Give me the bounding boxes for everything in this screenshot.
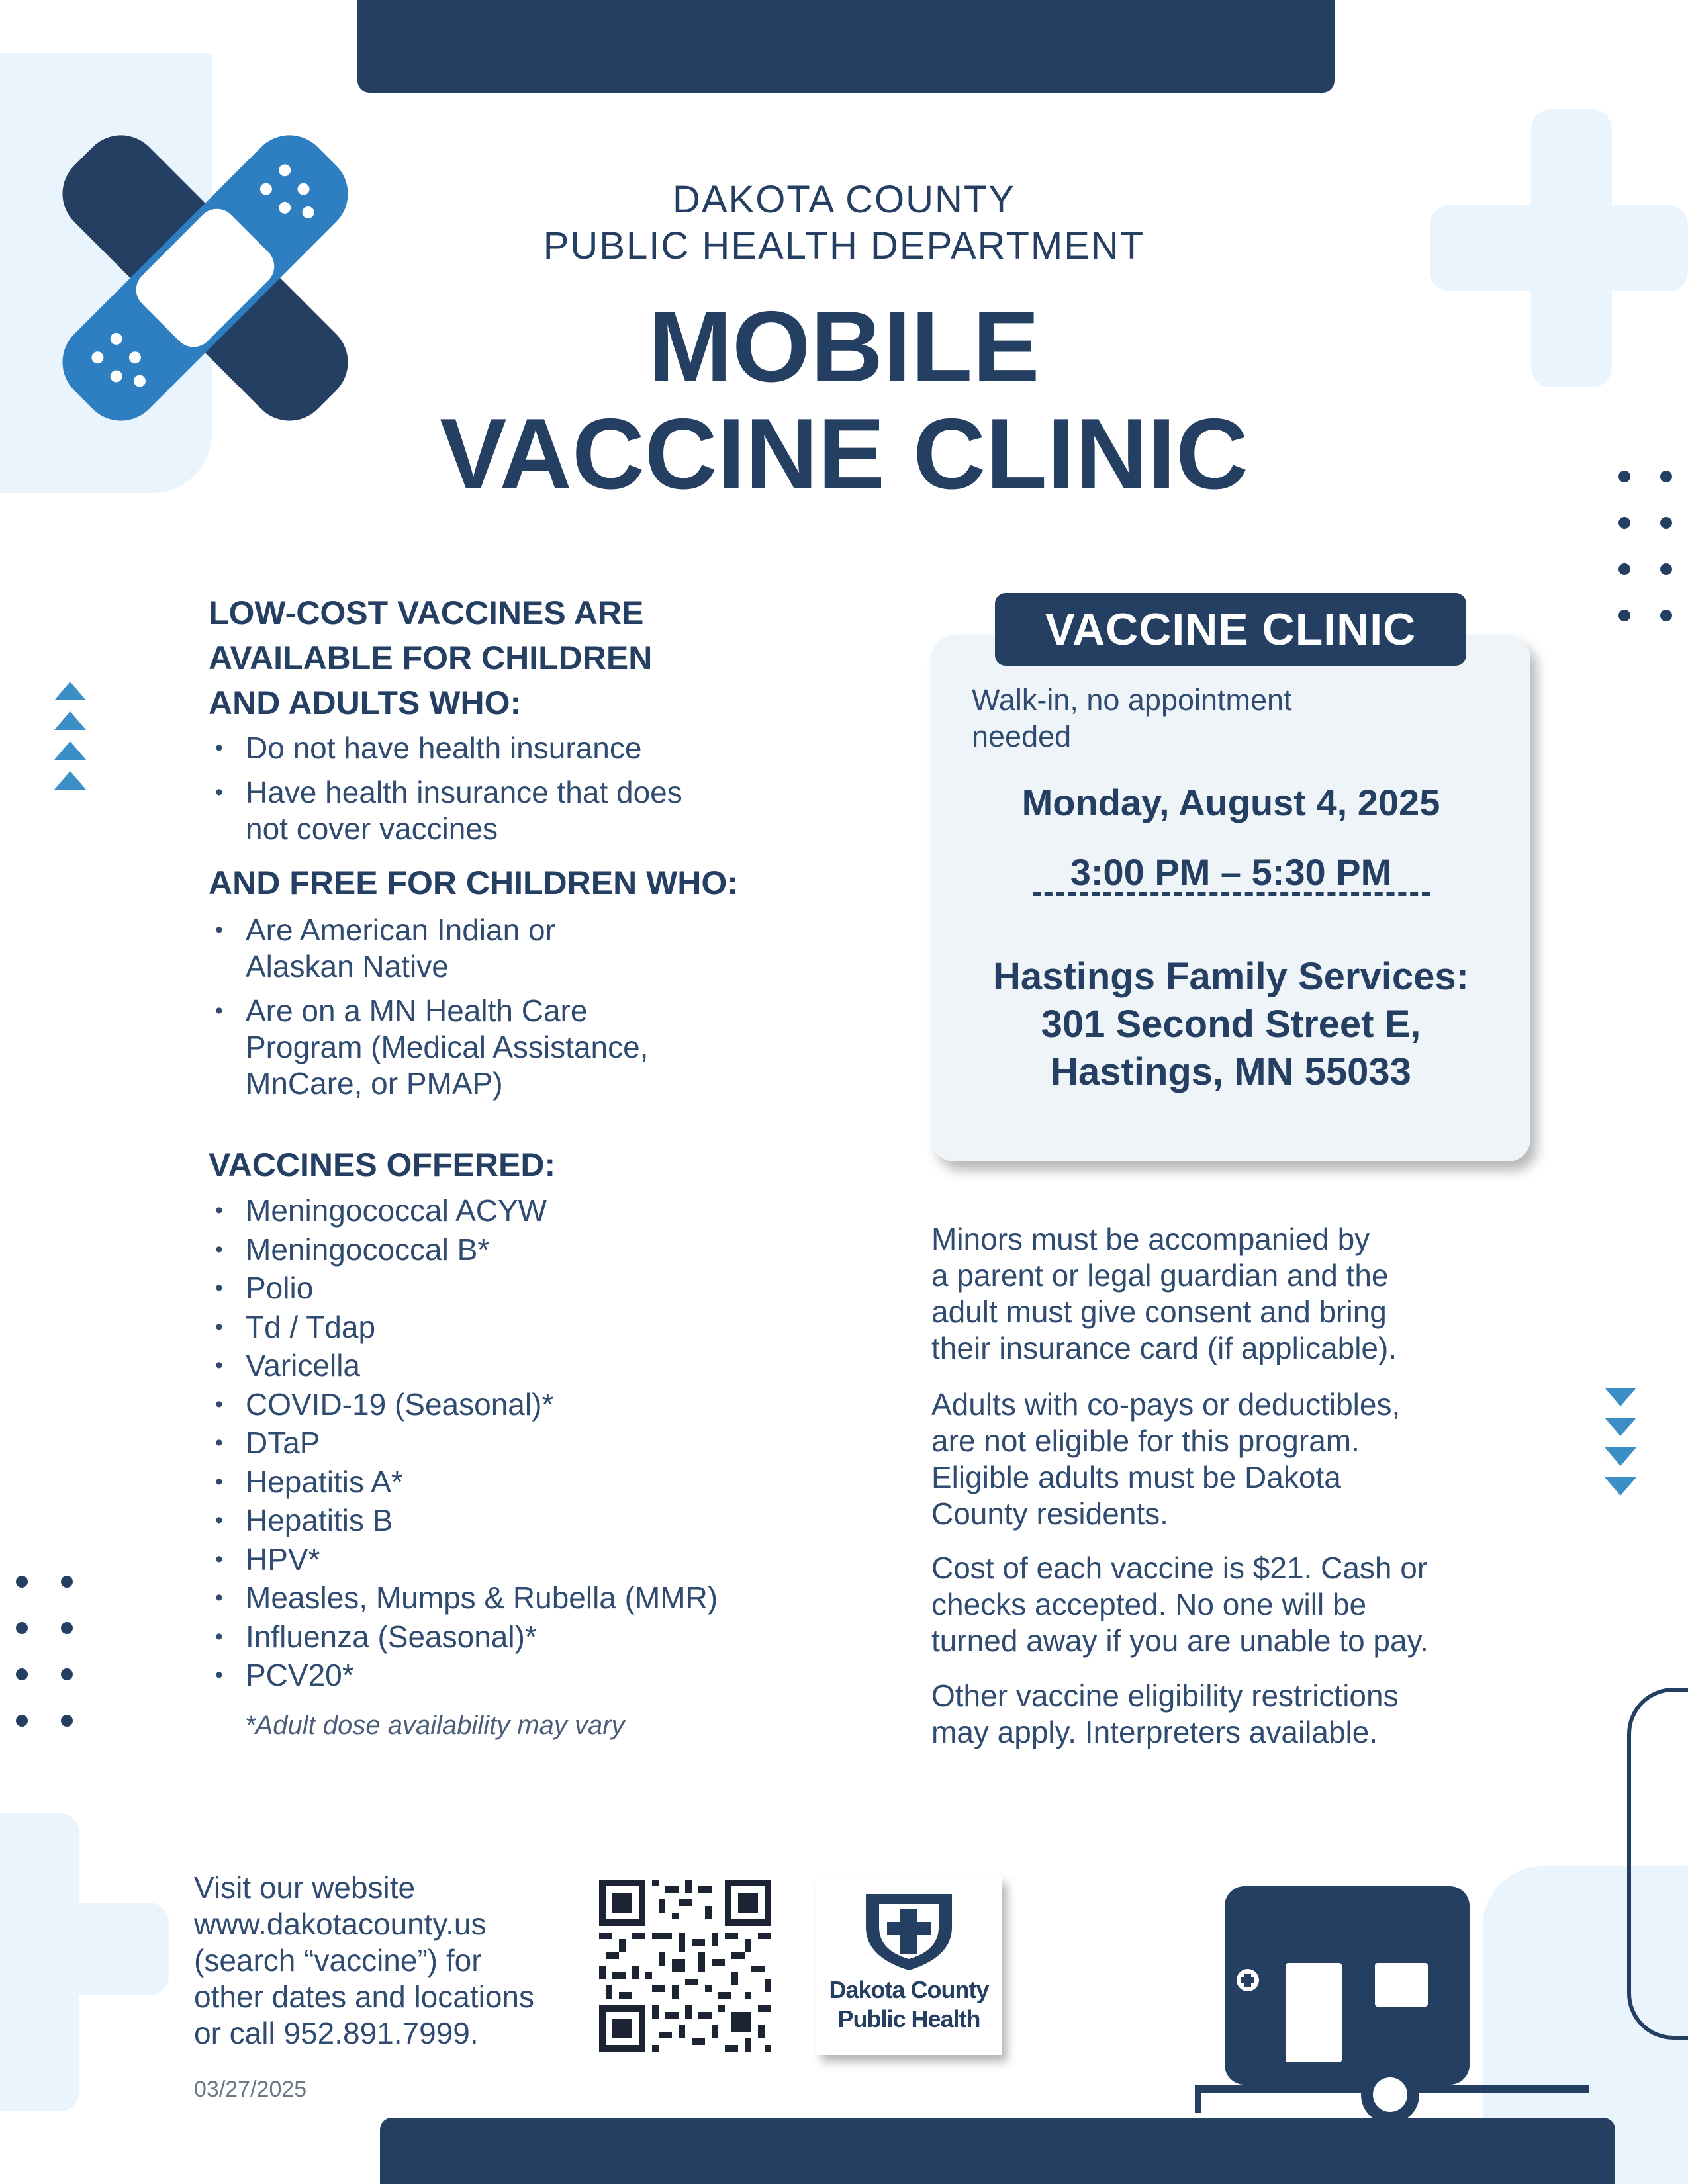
decorative-plus-bottom-left-bar bbox=[0, 1903, 169, 1995]
org-name-line1: DAKOTA COUNTY bbox=[673, 178, 1015, 221]
free-heading: AND FREE FOR CHILDREN WHO: bbox=[209, 864, 738, 901]
vaccine-item: • COVID-19 (Seasonal)* bbox=[215, 1385, 718, 1424]
page-title-line2: VACCINE CLINIC bbox=[440, 398, 1248, 510]
vaccine-item: • Meningococcal B* bbox=[215, 1230, 718, 1269]
note-other: Other vaccine eligibility restrictions may apply. Interpreters available. bbox=[931, 1678, 1399, 1749]
vaccine-item: • Meningococcal ACYW bbox=[215, 1191, 718, 1230]
low-cost-list bbox=[215, 730, 682, 847]
vaccine-item: • Polio bbox=[215, 1269, 718, 1308]
list-item: • Have health insurance that does not cover vaccines bbox=[215, 774, 682, 847]
vaccine-item: • Measles, Mumps & Rubella (MMR) bbox=[215, 1578, 718, 1617]
note-adults: Adults with co-pays or deductibles, are not eligible for this program. Eligible adults must be Dakota County residents. bbox=[931, 1387, 1401, 1531]
top-banner-bar bbox=[357, 0, 1335, 93]
clinic-card-tab: VACCINE CLINIC bbox=[995, 593, 1466, 666]
website-info: Visit our website www.dakotacounty.us (search “vaccine”) for other dates and locations or call 952.891.7999. bbox=[194, 1870, 535, 2050]
mobile-clinic-van-icon bbox=[1192, 1886, 1589, 2118]
vaccine-item: • Hepatitis A* bbox=[215, 1463, 718, 1502]
bottom-banner-bar bbox=[380, 2118, 1615, 2184]
list-item: • Are American Indian or Alaskan Native bbox=[215, 912, 648, 985]
vaccine-item: • Td / Tdap bbox=[215, 1308, 718, 1347]
org-name-line2: PUBLIC HEALTH DEPARTMENT bbox=[543, 224, 1145, 267]
page-title-line1: MOBILE bbox=[648, 291, 1040, 403]
clinic-address: Hastings Family Services: 301 Second Street E, Hastings, MN 55033 bbox=[993, 955, 1469, 1093]
document-date: 03/27/2025 bbox=[194, 2077, 307, 2102]
clinic-time: 3:00 PM – 5:30 PM bbox=[1070, 851, 1392, 893]
walk-in-note: Walk-in, no appointment needed bbox=[972, 683, 1292, 753]
list-item: • Do not have health insurance bbox=[215, 730, 682, 766]
vaccine-footnote: *Adult dose availability may vary bbox=[245, 1711, 625, 1740]
decorative-bracket bbox=[1627, 1688, 1688, 2040]
vaccine-list bbox=[215, 1191, 718, 1695]
vaccine-item: • PCV20* bbox=[215, 1656, 718, 1695]
note-cost: Cost of each vaccine is $21. Cash or checks accepted. No one will be turned away if you are unable to pay. bbox=[931, 1551, 1429, 1658]
time-underline bbox=[1033, 892, 1430, 896]
qr-code-icon[interactable] bbox=[599, 1880, 771, 2052]
logo-text: Dakota County Public Health bbox=[829, 1976, 989, 2032]
low-cost-heading: LOW-COST VACCINES ARE AVAILABLE FOR CHILDREN AND ADULTS WHO: bbox=[209, 594, 653, 721]
vaccine-item: • HPV* bbox=[215, 1540, 718, 1579]
vaccines-heading: VACCINES OFFERED: bbox=[209, 1146, 556, 1183]
clinic-date: Monday, August 4, 2025 bbox=[1021, 782, 1440, 823]
shield-cross-icon bbox=[859, 1888, 959, 1974]
vaccine-item: • DTaP bbox=[215, 1424, 718, 1463]
vaccine-item: • Influenza (Seasonal)* bbox=[215, 1617, 718, 1657]
list-item: • Are on a MN Health Care Program (Medical Assistance, MnCare, or PMAP) bbox=[215, 993, 648, 1102]
note-minors: Minors must be accompanied by a parent or legal guardian and the adult must give consent and bring their insurance card (if applicable). bbox=[931, 1222, 1397, 1365]
vaccine-item: • Varicella bbox=[215, 1346, 718, 1385]
vaccine-item: • Hepatitis B bbox=[215, 1501, 718, 1540]
free-list bbox=[215, 912, 648, 1102]
